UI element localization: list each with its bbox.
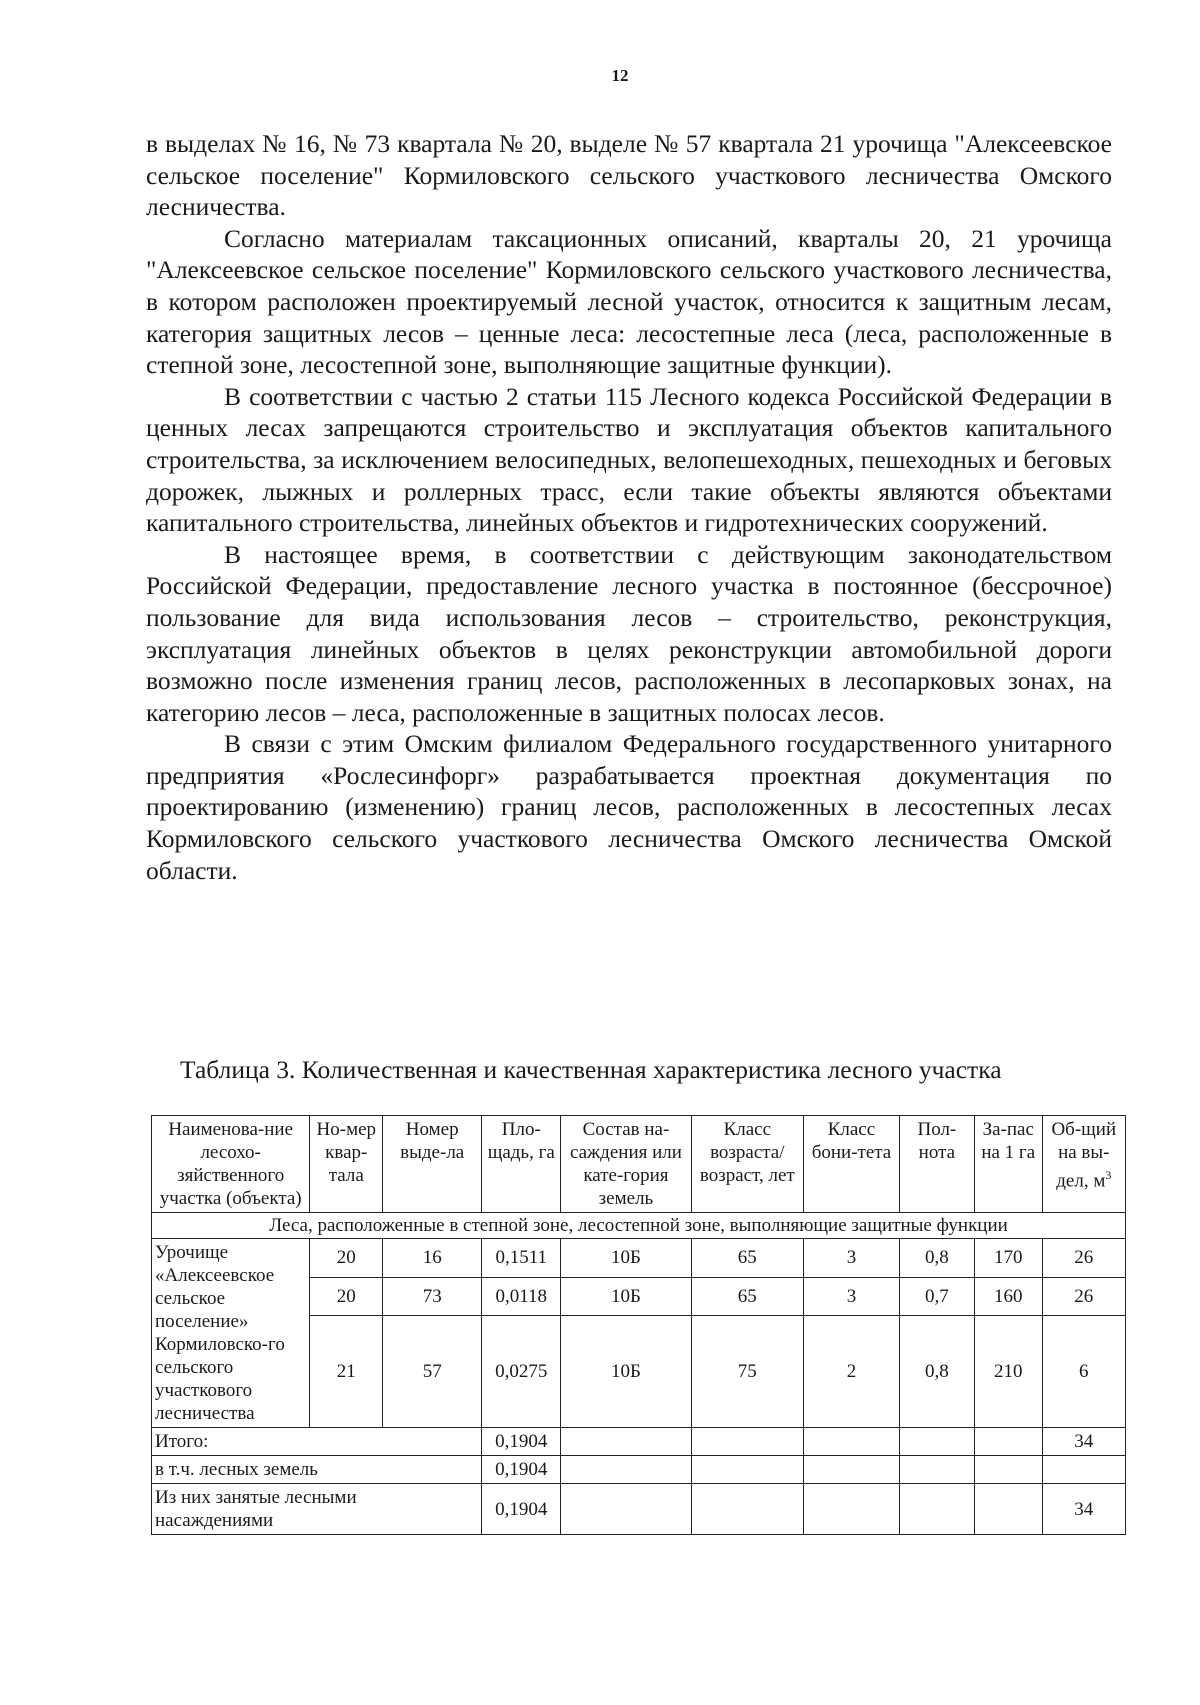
total-row — [152, 1484, 1126, 1535]
total-area: 0,1904 — [482, 1428, 561, 1456]
forest-plot-table — [151, 1115, 1126, 1535]
quarter-cell: 20 — [310, 1239, 383, 1278]
area-cell: 0,1511 — [482, 1239, 561, 1278]
total-row — [152, 1428, 1126, 1456]
header-total-stock-label: Об-щий на вы-дел, м — [1051, 1119, 1117, 1192]
composition-cell: 10Б — [561, 1239, 691, 1278]
stands-stock: 34 — [1042, 1484, 1125, 1535]
composition-cell: 10Б — [561, 1277, 691, 1316]
section-row — [152, 1213, 1126, 1239]
header-bonitet: Класс бони-тета — [804, 1116, 900, 1213]
total-stock-cell: 6 — [1042, 1316, 1125, 1428]
density-cell: 0,8 — [899, 1316, 974, 1428]
section-title: Леса, расположенные в степной зоне, лесостепной зоне, выполняющие защитные функции — [152, 1213, 1126, 1239]
paragraph-4: В настоящее время, в соответствии с действующим законодательством Российской Федерации, предоставление лесного участка в постоянное (бессрочное) пользование для вида использования лесов – строительство, реконструкция, эксплуатация линейных объектов в целях реконструкции автомобильной дороги возможно после изменения границ лесов, расположенных в лесопарковых зонах, на категорию лесов – леса, расположенные в защитных полосах лесов. — [146, 539, 1112, 727]
stock-per-ha-cell: 160 — [974, 1277, 1042, 1316]
composition-cell: 10Б — [561, 1316, 691, 1428]
header-total-stock — [1042, 1116, 1125, 1213]
forest-land-stock — [1042, 1456, 1125, 1484]
table-header-row — [152, 1116, 1126, 1213]
forest-land-area: 0,1904 — [482, 1456, 561, 1484]
density-cell: 0,8 — [899, 1239, 974, 1278]
total-stock: 34 — [1042, 1428, 1125, 1456]
table-row — [152, 1239, 1126, 1278]
header-area: Пло-щадь, га — [482, 1116, 561, 1213]
total-stock-cell: 26 — [1042, 1239, 1125, 1278]
area-cell: 0,0275 — [482, 1316, 561, 1428]
allotment-cell: 57 — [383, 1316, 482, 1428]
header-age-class: Класс возраста/ возраст, лет — [691, 1116, 804, 1213]
bonitet-cell: 3 — [804, 1239, 900, 1278]
area-cell: 0,0118 — [482, 1277, 561, 1316]
site-name-cell: Урочище «Алексеевское сельское поселение» Кормиловско-го сельского участкового лесничества — [152, 1239, 310, 1428]
paragraph-3: В соответствии с частью 2 статьи 115 Лесного кодекса Российской Федерации в ценных лесах запрещаются строительство и эксплуатация объектов капитального строительства, за исключением велосипедных, велопешеходных, пешеходных и беговых дорожек, лыжных и роллерных трасс, если такие объекты являются объектами капитального строительства, линейных объектов и гидротехнических сооружений. — [146, 381, 1112, 538]
age-class-cell: 65 — [691, 1277, 804, 1316]
header-site-name: Наименова-ние лесохо-зяйственного участка (объекта) — [152, 1116, 310, 1213]
age-class-cell: 75 — [691, 1316, 804, 1428]
age-class-cell: 65 — [691, 1239, 804, 1278]
page-number: 12 — [611, 66, 629, 85]
stands-area: 0,1904 — [482, 1484, 561, 1535]
stands-label: Из них занятые лесными насаждениями — [152, 1484, 482, 1535]
paragraph-1: в выделах № 16, № 73 квартала № 20, выделе № 57 квартала 21 урочища "Алексеевское сельское поселение" Кормиловского сельского участкового лесничества Омского лесничества. — [146, 129, 1112, 222]
stock-per-ha-cell: 170 — [974, 1239, 1042, 1278]
header-allotment: Номер выде-ла — [383, 1116, 482, 1213]
forest-land-label: в т.ч. лесных земель — [152, 1456, 482, 1484]
bonitet-cell: 3 — [804, 1277, 900, 1316]
paragraph-5: В связи с этим Омским филиалом Федерального государственного унитарного предприятия «Рослесинфорг» разрабатывается проектная документация по проектированию (изменению) границ лесов, расположенных в лесостепных лесах Кормиловского сельского участкового лесничества Омского лесничества Омской области. — [146, 729, 1112, 885]
allotment-cell: 73 — [383, 1277, 482, 1316]
body-text — [146, 128, 1112, 886]
header-total-stock-unit: 3 — [1105, 1168, 1112, 1182]
quarter-cell: 20 — [310, 1277, 383, 1316]
total-stock-cell: 26 — [1042, 1277, 1125, 1316]
header-stock-per-ha: За-пас на 1 га — [974, 1116, 1042, 1213]
header-composition: Состав на-саждения или кате-гория земель — [561, 1116, 691, 1213]
allotment-cell: 16 — [383, 1239, 482, 1278]
header-quarter: Но-мер квар-тала — [310, 1116, 383, 1213]
header-density: Пол-нота — [899, 1116, 974, 1213]
total-row — [152, 1456, 1126, 1484]
quarter-cell: 21 — [310, 1316, 383, 1428]
paragraph-2: Согласно материалам таксационных описаний, кварталы 20, 21 урочища "Алексеевское сельское поселение" Кормиловского сельского участкового лесничества, в котором расположен проектируемый лесной участок, относится к защитным лесам, категория защитных лесов – ценные леса: лесостепные леса (леса, расположенные в степной зоне, лесостепной зоне, выполняющие защитные функции). — [146, 223, 1112, 380]
total-label: Итого: — [152, 1428, 482, 1456]
bonitet-cell: 2 — [804, 1316, 900, 1428]
stock-per-ha-cell: 210 — [974, 1316, 1042, 1428]
table-caption: Таблица 3. Количественная и качественная характеристика лесного участка — [180, 1055, 1002, 1084]
density-cell: 0,7 — [899, 1277, 974, 1316]
